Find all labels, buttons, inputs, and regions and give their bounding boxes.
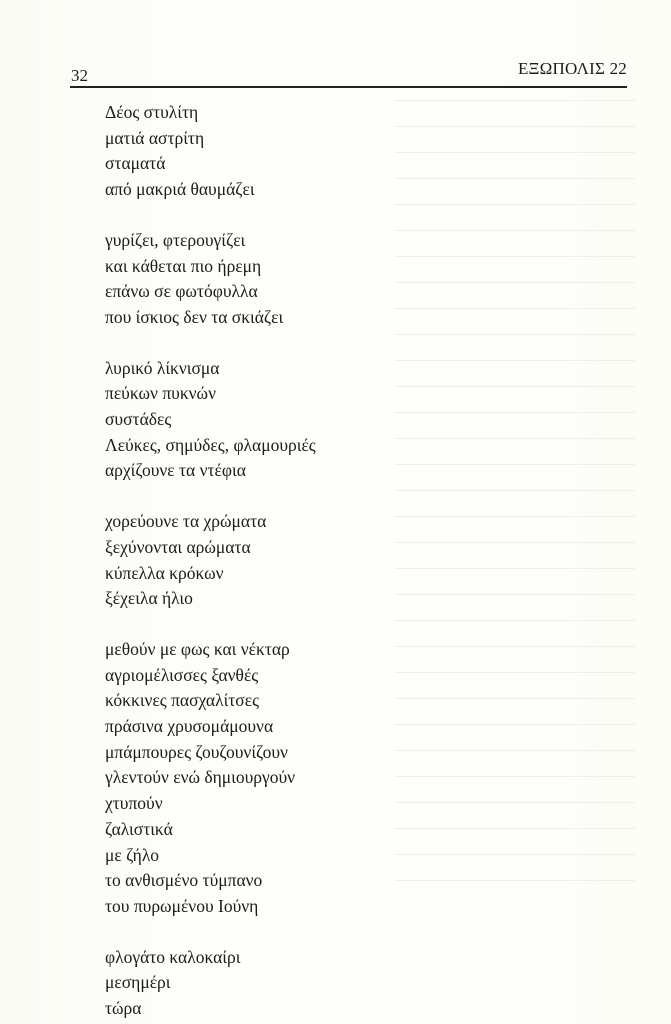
poem-line: φλογάτο καλοκαίρι [105,946,241,967]
stanza [105,509,425,612]
poem-line: κύπελλα κρόκων [105,562,224,583]
stanza [105,228,425,331]
poem-line: κόκκινες πασχαλίτσες [105,690,260,711]
header-rule [70,86,627,88]
stanza [105,637,425,920]
poem-line: χορεύουνε τα χρώματα [105,511,267,532]
poem-line: Δέος στυλίτη [105,102,199,122]
stanza [105,356,425,485]
poem-line: ξεχύνονται αρώματα [105,536,251,557]
poem-line: αρχίζουνε τα ντέφια [105,460,246,481]
poem-line: χτυπούν [105,793,163,814]
stanza [105,100,425,203]
poem-line: πράσινα χρυσομάμουνα [105,716,274,737]
page-number: 32 [71,66,88,85]
poem-line: το ανθισμένο τύμπανο [105,870,263,891]
poem-line: ξέχειλα ήλιο [105,588,193,609]
poem-line: γλεντούν ενώ δημιουργούν [105,767,296,788]
running-title: ΕΞΩΠΟΛΙΣ 22 [517,59,627,78]
poem-line: μεθούν με φως και νέκταρ [105,638,290,659]
poem-line: σταματά [105,153,166,174]
poem-line: ζαλιστικά [105,818,173,839]
poem-body [105,100,425,1024]
poem-line: και κάθεται πιο ήρεμη [105,255,262,276]
poem-line: πεύκων πυκνών [105,383,216,404]
poem-line: του πυρωμένου Ιούνη [105,895,259,916]
stanza [105,945,425,1022]
poem-line: τώρα [105,998,142,1019]
poem-line: αγριομέλισσες ξανθές [105,664,259,685]
poem-line: γυρίζει, φτερουγίζει [105,229,246,250]
poem-line: συστάδες [105,409,172,430]
poem-line: ματιά αστρίτη [105,127,205,148]
poem-line: που ίσκιος δεν τα σκιάζει [105,306,284,327]
poem-line: επάνω σε φωτόφυλλα [105,281,258,302]
bleed-through-text [395,100,635,940]
poem-line: Λεύκες, σημύδες, φλαμουριές [105,434,316,455]
poem-line: λυρικό λίκνισμα [105,357,220,378]
poem-line: μεσημέρι [105,972,171,993]
poem-line: από μακριά θαυμάζει [105,179,255,200]
poem-line: με ζήλο [105,844,160,865]
poem-line: μπάμπουρες ζουζουνίζουν [105,741,288,762]
